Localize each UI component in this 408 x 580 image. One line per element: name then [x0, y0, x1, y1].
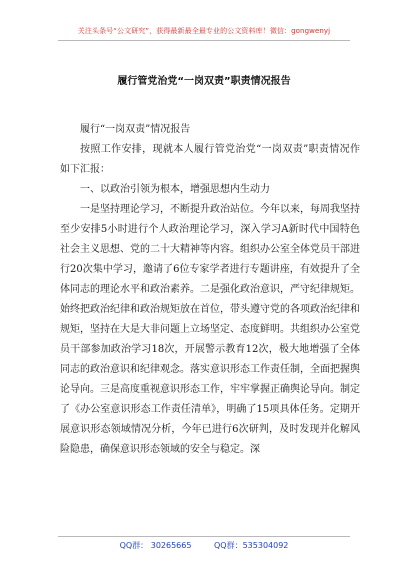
qq-group-1: QQ群： 30265665: [119, 541, 192, 550]
qq-group-2: QQ群：535304092: [214, 541, 289, 550]
header-divider: [58, 40, 350, 41]
body-paragraph-1: 一是坚持理论学习，不断提升政治站位。今年以来，每周我坚持至少安排5小时进行个人政治理论学习，深入学习A新时代中国特色社会主义思想、党的二十大精神等内容。组织办公室全体党员干部进行20次集中学习，邀请了6位专家学者进行专题讲座，有效提升了全体同志的理论水平和政治素养。二是强化政治意识，严守纪律规矩。始终把政治纪律和政治规矩放在首位，带头遵守党的各项政治纪律和规矩，坚持在大是大非问题上立场坚定、态度鲜明。共组织办公室党员干部参加政治学习18次，开展警示教育12次，极大地增强了全体同志的政治意识和纪律观念。落实意识形态工作责任制，全面把握舆论导向。三是高度重视意识形态工作，牢牢掌握正确舆论导向。制定了《办公室意识形态工作责任清单》，明确了15项具体任务。定期开展意识形态领域情况分析，今年已进行6次研判，及时发现并化解风险隐患，确保意识形态领域的安全与稳定。深: [60, 204, 360, 455]
document-body: [60, 120, 360, 460]
document-title: 履行管党治党“一岗双责”职责情况报告: [117, 76, 291, 87]
intro-paragraph: 按照工作安排，现就本人履行管党治党“一岗双责”职责情况作如下汇报：: [60, 144, 360, 175]
header-banner: 关注头条号“公文研究”，获得最新最全最专业的公文资料库！微信：gongwenyj: [77, 27, 331, 35]
document-subtitle: 履行“一岗双责”情况报告: [80, 124, 191, 135]
footer-divider: [58, 536, 350, 537]
section-heading-1: 一、以政治引领为根本，增强思想内生动力: [80, 184, 270, 195]
footer-contact: [0, 540, 408, 551]
